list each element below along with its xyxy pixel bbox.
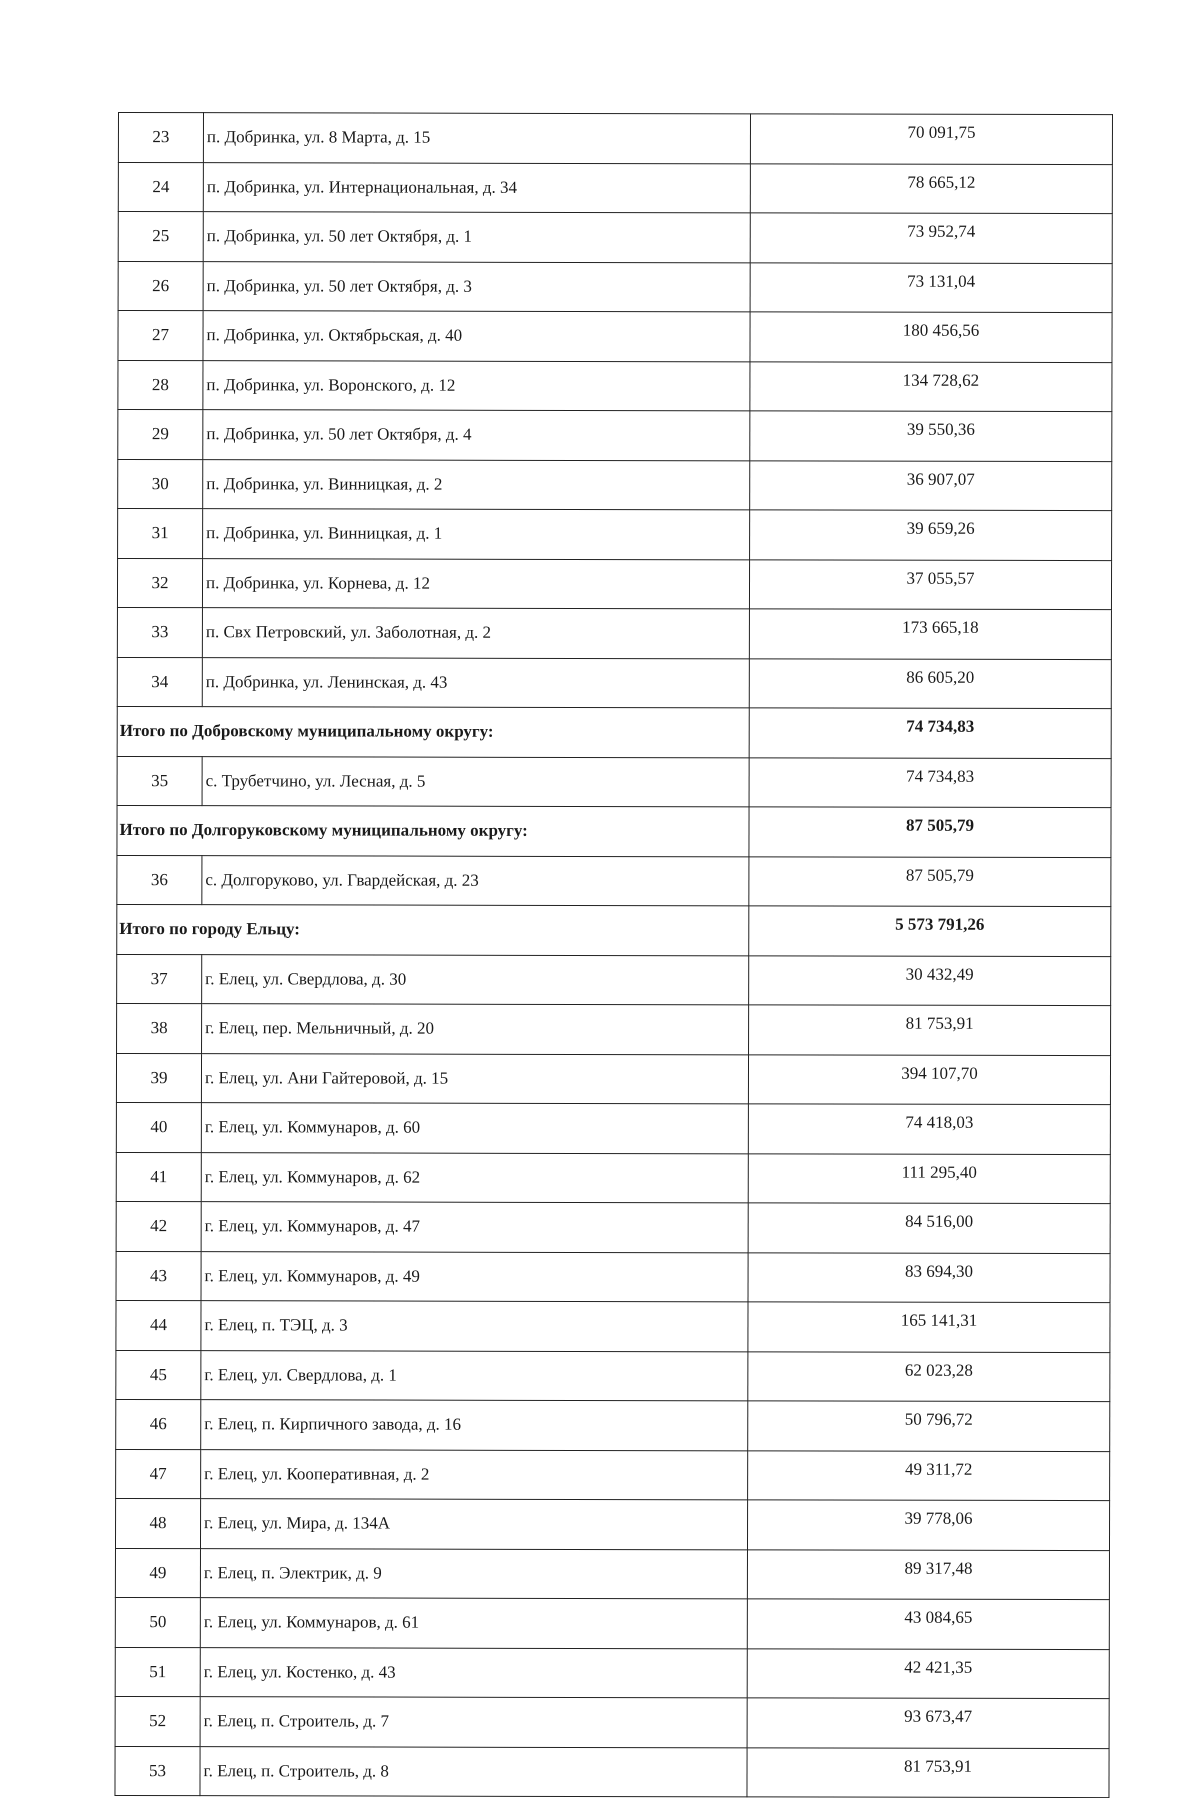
row-amount: 74 734,83 — [749, 757, 1111, 807]
row-amount: 73 131,04 — [750, 262, 1112, 312]
row-amount: 84 516,00 — [748, 1203, 1110, 1253]
row-amount: 173 665,18 — [749, 609, 1111, 659]
row-amount: 43 084,65 — [747, 1599, 1109, 1649]
row-address: г. Елец, п. Электрик, д. 9 — [200, 1548, 747, 1599]
table-row — [117, 558, 1111, 610]
table-row — [115, 1548, 1109, 1600]
table-row — [116, 1449, 1110, 1501]
subtotal-amount: 87 505,79 — [749, 807, 1111, 857]
table-row — [116, 1251, 1110, 1303]
table-row — [117, 756, 1111, 808]
row-address: г. Елец, пер. Мельничный, д. 20 — [202, 1004, 749, 1055]
row-amount: 39 778,06 — [747, 1500, 1109, 1550]
row-amount: 394 107,70 — [748, 1054, 1110, 1104]
row-amount: 81 753,91 — [749, 1005, 1111, 1055]
row-number: 33 — [117, 607, 202, 657]
row-address: п. Добринка, ул. Интернациональная, д. 34 — [203, 162, 750, 213]
row-amount: 89 317,48 — [747, 1549, 1109, 1599]
row-amount: 180 456,56 — [750, 312, 1112, 362]
row-number: 37 — [117, 954, 202, 1004]
row-number: 45 — [116, 1350, 201, 1400]
row-number: 49 — [115, 1548, 200, 1598]
row-address: г. Елец, ул. Свердлова, д. 30 — [202, 954, 749, 1005]
table-row — [117, 1003, 1111, 1055]
table-row — [116, 1053, 1110, 1105]
table-row — [117, 855, 1111, 907]
row-amount: 78 665,12 — [750, 163, 1112, 213]
row-number: 44 — [116, 1300, 201, 1350]
subtotal-label: Итого по Долгоруковскому муниципальному округу: — [117, 805, 749, 856]
row-number: 34 — [117, 657, 202, 707]
row-address: г. Елец, п. ТЭЦ, д. 3 — [201, 1301, 748, 1352]
row-amount: 30 432,49 — [749, 955, 1111, 1005]
row-number: 25 — [118, 212, 203, 262]
row-number: 39 — [116, 1053, 201, 1103]
address-amount-table — [114, 112, 1113, 1798]
row-address: п. Добринка, ул. 50 лет Октября, д. 3 — [203, 261, 750, 312]
row-number: 31 — [118, 509, 203, 559]
row-number: 41 — [116, 1152, 201, 1202]
row-amount: 87 505,79 — [749, 856, 1111, 906]
row-number: 50 — [115, 1597, 200, 1647]
row-amount: 50 796,72 — [748, 1401, 1110, 1451]
table-row — [118, 360, 1112, 412]
row-number: 29 — [118, 410, 203, 460]
row-number: 52 — [115, 1696, 200, 1746]
row-address: г. Елец, ул. Коммунаров, д. 60 — [201, 1103, 748, 1154]
row-address: г. Елец, ул. Свердлова, д. 1 — [201, 1350, 748, 1401]
row-number: 40 — [116, 1102, 201, 1152]
row-address: п. Добринка, ул. 50 лет Октября, д. 1 — [203, 212, 750, 263]
table-row — [116, 1399, 1110, 1451]
row-amount: 83 694,30 — [748, 1252, 1110, 1302]
row-address: п. Добринка, ул. Корнева, д. 12 — [202, 558, 749, 609]
table-row — [116, 1152, 1110, 1204]
table-row — [117, 954, 1111, 1006]
row-number: 48 — [115, 1498, 200, 1548]
row-amount: 62 023,28 — [748, 1351, 1110, 1401]
row-number: 38 — [117, 1003, 202, 1053]
subtotal-amount: 5 573 791,26 — [749, 906, 1111, 956]
row-amount: 70 091,75 — [750, 114, 1112, 164]
row-address: п. Добринка, ул. 50 лет Октября, д. 4 — [203, 410, 750, 461]
row-number: 26 — [118, 261, 203, 311]
table-row — [117, 657, 1111, 709]
row-amount: 134 728,62 — [750, 361, 1112, 411]
row-amount: 39 659,26 — [750, 510, 1112, 560]
table-row — [116, 1201, 1110, 1253]
row-amount: 42 421,35 — [747, 1648, 1109, 1698]
row-number: 27 — [118, 311, 203, 361]
row-address: г. Елец, ул. Кооперативная, д. 2 — [201, 1449, 748, 1500]
table-row — [118, 162, 1112, 214]
table-row — [115, 1746, 1109, 1798]
table-row — [116, 1102, 1110, 1154]
row-amount: 165 141,31 — [748, 1302, 1110, 1352]
row-address: г. Елец, ул. Ани Гайтеровой, д. 15 — [201, 1053, 748, 1104]
subtotal-label: Итого по Добровскому муниципальному округу: — [117, 706, 749, 757]
subtotal-row — [117, 805, 1111, 857]
row-amount: 111 295,40 — [748, 1153, 1110, 1203]
table-row — [118, 113, 1112, 165]
table-row — [118, 410, 1112, 462]
row-address: п. Добринка, ул. Ленинская, д. 43 — [202, 657, 749, 708]
row-amount: 93 673,47 — [747, 1698, 1109, 1748]
table-row — [115, 1647, 1109, 1699]
table-row — [116, 1350, 1110, 1402]
row-amount: 39 550,36 — [750, 411, 1112, 461]
row-address: г. Елец, п. Строитель, д. 8 — [200, 1746, 747, 1797]
row-address: п. Добринка, ул. 8 Марта, д. 15 — [203, 113, 750, 164]
table-body — [115, 113, 1113, 1798]
row-number: 32 — [117, 558, 202, 608]
row-number: 47 — [116, 1449, 201, 1499]
subtotal-row — [117, 706, 1111, 758]
row-amount: 74 418,03 — [748, 1104, 1110, 1154]
table-row — [115, 1597, 1109, 1649]
row-address: п. Добринка, ул. Винницкая, д. 1 — [203, 509, 750, 560]
table-row — [118, 459, 1112, 511]
row-number: 35 — [117, 756, 202, 806]
row-amount: 36 907,07 — [750, 460, 1112, 510]
table-row — [118, 212, 1112, 264]
table-row — [115, 1696, 1109, 1748]
row-number: 36 — [117, 855, 202, 905]
row-number: 43 — [116, 1251, 201, 1301]
row-address: п. Добринка, ул. Октябрьская, д. 40 — [203, 311, 750, 362]
row-amount: 73 952,74 — [750, 213, 1112, 263]
row-amount: 81 753,91 — [747, 1747, 1109, 1797]
row-number: 23 — [118, 113, 203, 163]
table-row — [118, 509, 1112, 561]
row-address: с. Трубетчино, ул. Лесная, д. 5 — [202, 756, 749, 807]
row-number: 24 — [118, 162, 203, 212]
row-amount: 37 055,57 — [749, 559, 1111, 609]
subtotal-amount: 74 734,83 — [749, 708, 1111, 758]
row-address: п. Свх Петровский, ул. Заболотная, д. 2 — [202, 608, 749, 659]
table-row — [115, 1498, 1109, 1550]
row-address: г. Елец, ул. Коммунаров, д. 49 — [201, 1251, 748, 1302]
row-address: п. Добринка, ул. Винницкая, д. 2 — [203, 459, 750, 510]
table-row — [118, 261, 1112, 313]
row-number: 46 — [116, 1399, 201, 1449]
row-address: г. Елец, п. Строитель, д. 7 — [200, 1697, 747, 1748]
row-number: 53 — [115, 1746, 200, 1796]
row-number: 42 — [116, 1201, 201, 1251]
table-row — [118, 311, 1112, 363]
row-number: 28 — [118, 360, 203, 410]
subtotal-label: Итого по городу Ельцу: — [117, 904, 749, 955]
row-address: г. Елец, ул. Костенко, д. 43 — [200, 1647, 747, 1698]
row-amount: 49 311,72 — [748, 1450, 1110, 1500]
row-amount: 86 605,20 — [749, 658, 1111, 708]
row-address: г. Елец, ул. Коммунаров, д. 62 — [201, 1152, 748, 1203]
subtotal-row — [117, 904, 1111, 956]
table-row — [117, 607, 1111, 659]
row-address: г. Елец, ул. Мира, д. 134А — [200, 1499, 747, 1550]
row-number: 30 — [118, 459, 203, 509]
row-address: с. Долгоруково, ул. Гвардейская, д. 23 — [202, 855, 749, 906]
table-row — [116, 1300, 1110, 1352]
row-number: 51 — [115, 1647, 200, 1697]
row-address: г. Елец, ул. Коммунаров, д. 61 — [200, 1598, 747, 1649]
row-address: г. Елец, п. Кирпичного завода, д. 16 — [201, 1400, 748, 1451]
row-address: г. Елец, ул. Коммунаров, д. 47 — [201, 1202, 748, 1253]
row-address: п. Добринка, ул. Воронского, д. 12 — [203, 360, 750, 411]
